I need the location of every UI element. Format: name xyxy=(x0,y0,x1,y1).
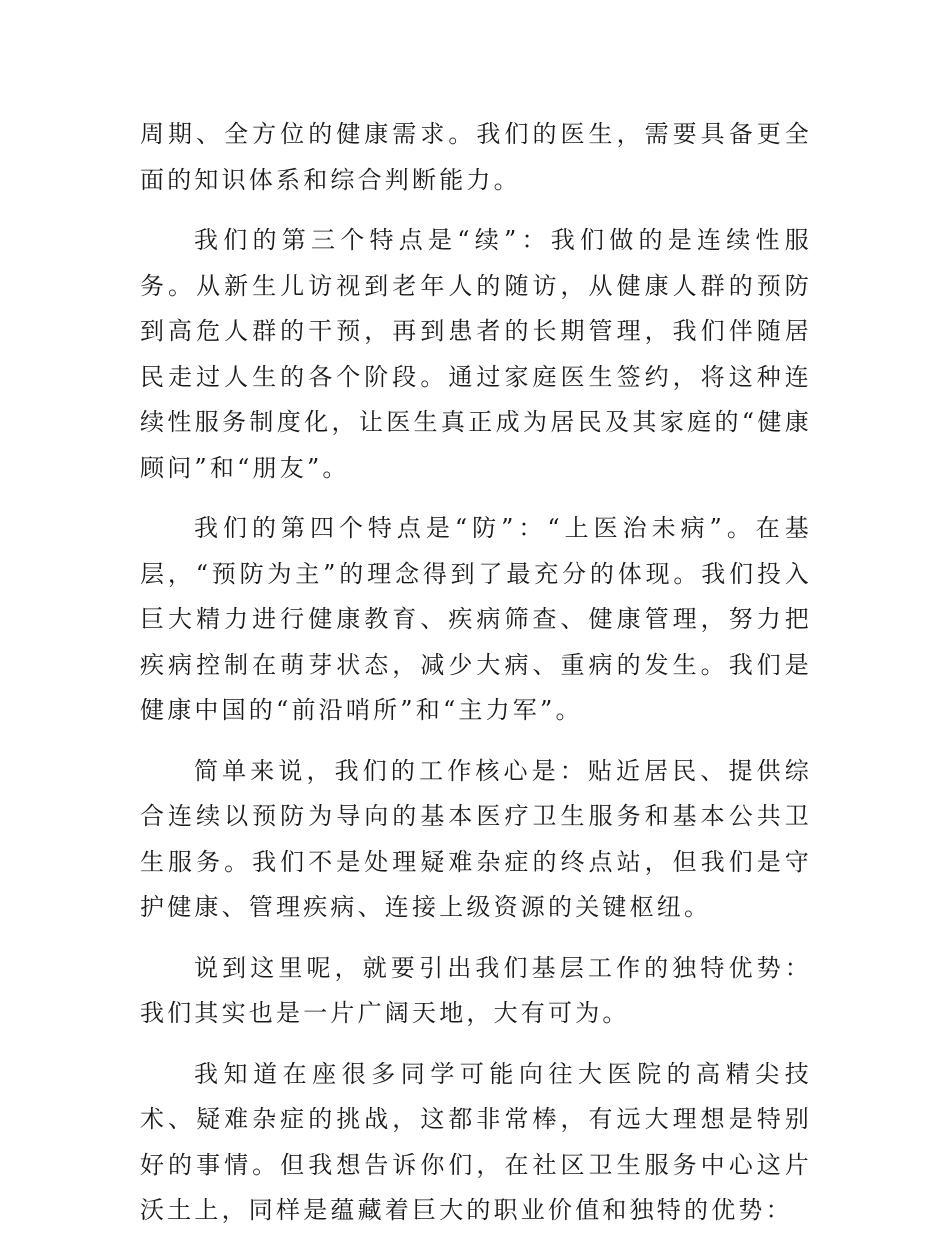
paragraph-career-value: 我知道在座很多同学可能向往大医院的高精尖技术、疑难杂症的挑战，这都非常棒，有远大理想是特别好的事情。但我想告诉你们，在社区卫生服务中心这片沃土上，同样是蕴藏着巨大的职业价值和独特的优势： xyxy=(140,1059,812,1224)
paragraph-continuation: 周期、全方位的健康需求。我们的医生，需要具备更全面的知识体系和综合判断能力。 xyxy=(140,120,812,194)
paragraph-continuity-feature: 我们的第三个特点是“续”：我们做的是连续性服务。从新生儿访视到老年人的随访，从健康人群的预防到高危人群的干预，再到患者的长期管理，我们伴随居民走过人生的各个阶段。通过家庭医生签约，将这种连续性服务制度化，让医生真正成为居民及其家庭的“健康顾问”和“朋友”。 xyxy=(140,226,812,482)
paragraph-work-core-summary: 简单来说，我们的工作核心是：贴近居民、提供综合连续以预防为导向的基本医疗卫生服务和基本公共卫生服务。我们不是处理疑难杂症的终点站，但我们是守护健康、管理疾病、连接上级资源的关键枢纽。 xyxy=(140,756,812,921)
document-body xyxy=(140,112,812,1249)
paragraph-prevention-feature: 我们的第四个特点是“防”：“上医治未病”。在基层，“预防为主”的理念得到了最充分的体现。我们投入巨大精力进行健康教育、疾病筛查、健康管理，努力把疾病控制在萌芽状态，减少大病、重病的发生。我们是健康中国的“前沿哨所”和“主力军”。 xyxy=(140,514,812,724)
paragraph-advantage-intro: 说到这里呢，就要引出我们基层工作的独特优势：我们其实也是一片广阔天地，大有可为。 xyxy=(140,953,812,1027)
